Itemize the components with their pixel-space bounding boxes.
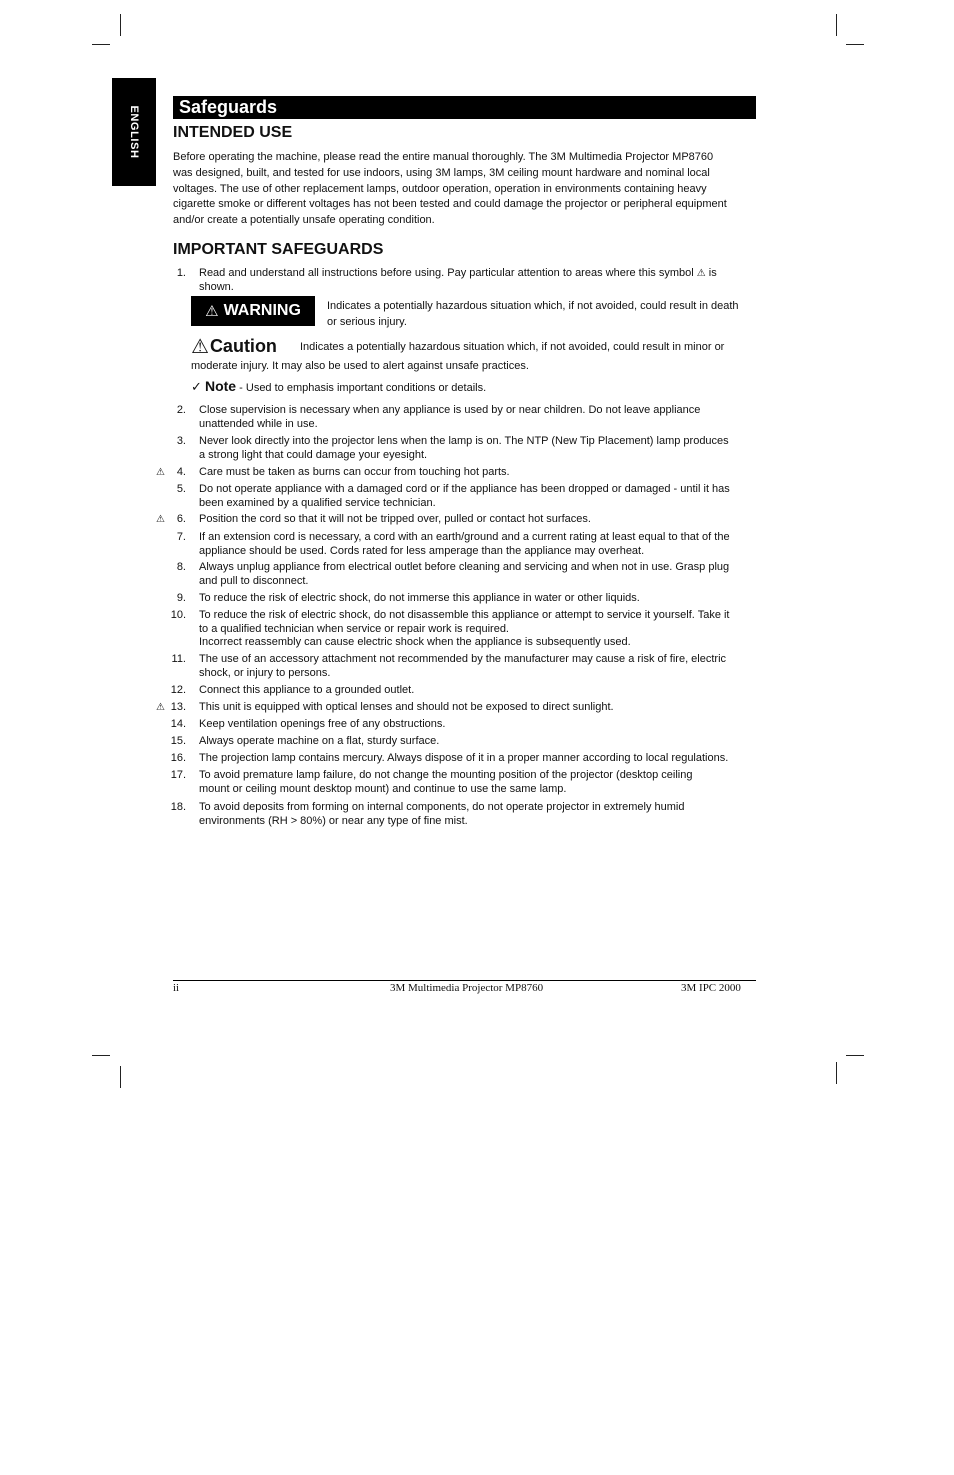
item-number: 16. xyxy=(170,752,186,764)
item-line: To avoid premature lamp failure, do not change the mounting position of the projector (desktop ceiling xyxy=(199,769,693,781)
item-line: Position the cord so that it will not be tripped over, pulled or contact hot surfaces. xyxy=(199,513,591,525)
item-line: shown. xyxy=(199,280,234,293)
item-text xyxy=(199,684,781,698)
footer-divider xyxy=(173,980,756,981)
item-line: To reduce the risk of electric shock, do not disassemble this appliance or attempt to service it yourself. Take it xyxy=(199,609,730,621)
item-number: 1. xyxy=(176,267,186,279)
note-line xyxy=(191,379,486,396)
item-number: 10. xyxy=(170,609,186,621)
footer-page-number: ii xyxy=(173,982,180,994)
intended-use-paragraph xyxy=(173,150,779,229)
paragraph-line: and/or create a potentially unsafe operating condition. xyxy=(173,214,435,227)
item-number: 4. xyxy=(176,466,186,478)
item-number: 12. xyxy=(170,684,186,696)
paragraph-line: voltages. The use of other replacement lamps, outdoor operation, operation in environments containing heavy xyxy=(173,182,707,195)
item-number: 11. xyxy=(171,653,186,665)
item-text xyxy=(199,531,781,558)
item-number: 5. xyxy=(176,483,186,495)
section-title-bar xyxy=(173,96,756,119)
crop-mark xyxy=(836,1062,837,1084)
item-line: If an extension cord is necessary, a cord with an earth/ground and a current rating at least equal to that of the xyxy=(199,531,730,543)
warning-triangle-icon: ⚠ xyxy=(696,268,706,279)
item-line: Close supervision is necessary when any appliance is used by or near children. Do not leave appliance xyxy=(199,404,701,416)
warning-triangle-icon: ⚠ xyxy=(205,303,219,320)
warning-label-text: WARNING xyxy=(223,302,301,319)
item-text xyxy=(199,561,781,588)
item-line: Keep ventilation openings free of any obstructions. xyxy=(199,718,446,730)
item-line: Do not operate appliance with a damaged cord or if the appliance has been dropped or damaged - until it has xyxy=(199,483,730,495)
crop-mark xyxy=(120,1066,121,1088)
item-line: The use of an accessory attachment not recommended by the manufacturer may cause a risk of fire, electric xyxy=(199,653,727,665)
paragraph-line: Before operating the machine, please read the entire manual thoroughly. The 3M Multimedia Projector MP8760 xyxy=(173,151,714,163)
item-line: mount or ceiling mount desktop mount) and continue to use the same lamp. xyxy=(199,782,567,795)
item-number: 14. xyxy=(170,718,186,730)
item-number: 2. xyxy=(176,404,186,416)
item-text xyxy=(199,592,781,606)
item-text xyxy=(199,769,781,796)
footer-product-name: 3M Multimedia Projector MP8760 xyxy=(390,982,544,994)
crop-mark xyxy=(92,1055,110,1056)
caution-label xyxy=(191,334,277,359)
item-number: 9. xyxy=(176,592,186,604)
item-number: 13. xyxy=(170,701,186,713)
note-label: Note xyxy=(204,378,237,394)
item-line: been examined by a qualified service technician. xyxy=(199,496,436,509)
item-text xyxy=(199,609,781,650)
checkmark-icon: ✓ xyxy=(191,379,202,394)
section-title: Safeguards xyxy=(179,97,278,117)
item-text xyxy=(199,267,781,294)
item-text xyxy=(199,483,781,510)
item-line: Care must be taken as burns can occur from touching hot parts. xyxy=(199,466,510,478)
item-line: Connect this appliance to a grounded outlet. xyxy=(199,684,415,696)
paragraph-line: cigarette smoke or different voltages has not been tested and could damage the projector or peripheral equipment xyxy=(173,198,727,211)
item-number: 15. xyxy=(170,735,186,747)
item-line: To reduce the risk of electric shock, do not immerse this appliance in water or other liquids. xyxy=(199,592,640,604)
item-text xyxy=(199,752,781,766)
item-text xyxy=(199,718,781,732)
crop-mark xyxy=(846,44,864,45)
intended-use-heading: INTENDED USE xyxy=(173,124,293,141)
note-text: - Used to emphasis important conditions or details. xyxy=(236,382,487,394)
item-line: appliance should be used. Cords rated for less amperage than the appliance may overheat. xyxy=(199,544,645,557)
important-safeguards-heading: IMPORTANT SAFEGUARDS xyxy=(173,241,384,258)
item-line: Always unplug appliance from electrical outlet before cleaning and servicing and when not in use. Grasp plug xyxy=(199,561,730,573)
item-line: unattended while in use. xyxy=(199,417,318,430)
item-text xyxy=(199,801,781,828)
item-line: Never look directly into the projector lens when the lamp is on. The NTP (New Tip Placement) lamp produces xyxy=(199,435,729,447)
footer-copyright: 3M IPC 2000 xyxy=(681,982,741,994)
crop-mark xyxy=(836,14,837,36)
item-text xyxy=(199,735,781,749)
warning-description-line: Indicates a potentially hazardous situation which, if not avoided, could result in death xyxy=(327,300,739,312)
item-text xyxy=(199,404,781,431)
crop-mark xyxy=(846,1055,864,1056)
item-number: 17. xyxy=(170,769,186,781)
caution-label-text: Caution xyxy=(209,336,277,356)
caution-triangle-icon: ⚠ xyxy=(191,336,209,358)
item-number: 6. xyxy=(176,513,186,525)
item-number: 8. xyxy=(176,561,186,573)
item-line: shock, or injury to persons. xyxy=(199,666,331,679)
crop-mark xyxy=(120,14,121,36)
item-line: This unit is equipped with optical lenses and should not be exposed to direct sunlight. xyxy=(199,701,614,713)
item-text xyxy=(199,466,781,480)
paragraph-line: was designed, built, and tested for use indoors, using 3M lamps, 3M ceiling mount hardware and nominal local xyxy=(173,166,710,179)
item-line: environments (RH > 80%) or near any type of fine mist. xyxy=(199,814,468,827)
caution-description: Indicates a potentially hazardous situation which, if not avoided, could result in minor or xyxy=(300,341,725,353)
item-line: Always operate machine on a flat, sturdy surface. xyxy=(199,735,440,747)
crop-mark xyxy=(92,44,110,45)
item-line: a strong light that could damage your eyesight. xyxy=(199,448,428,461)
item-text xyxy=(199,701,781,715)
caution-description-continued: moderate injury. It may also be used to alert against unsafe practices. xyxy=(191,360,529,372)
item-number: 7. xyxy=(176,531,186,543)
warning-description xyxy=(327,299,777,330)
warning-triangle-icon: ⚠ xyxy=(156,467,165,478)
item-line: Read and understand all instructions before using. Pay particular attention to areas where this symbol ⚠ is xyxy=(199,267,717,279)
language-tab-label: ENGLISH xyxy=(128,105,140,159)
item-line: to a qualified technician when service or repair work is required. xyxy=(199,622,509,635)
item-text xyxy=(199,435,781,462)
item-number: 18. xyxy=(170,801,186,813)
item-text xyxy=(199,653,781,680)
item-line: The projection lamp contains mercury. Always dispose of it in a proper manner according to local regulations. xyxy=(199,752,729,764)
item-line: and pull to disconnect. xyxy=(199,574,309,587)
warning-triangle-icon: ⚠ xyxy=(156,514,165,525)
warning-triangle-icon: ⚠ xyxy=(156,702,165,713)
warning-label xyxy=(191,296,315,326)
warning-description-line: or serious injury. xyxy=(327,315,407,328)
language-tab xyxy=(112,78,156,186)
item-line: Incorrect reassembly can cause electric shock when the appliance is subsequently used. xyxy=(199,636,631,649)
item-line: To avoid deposits from forming on internal components, do not operate projector in extremely humid xyxy=(199,801,685,813)
item-number: 3. xyxy=(176,435,186,447)
item-text xyxy=(199,513,781,527)
